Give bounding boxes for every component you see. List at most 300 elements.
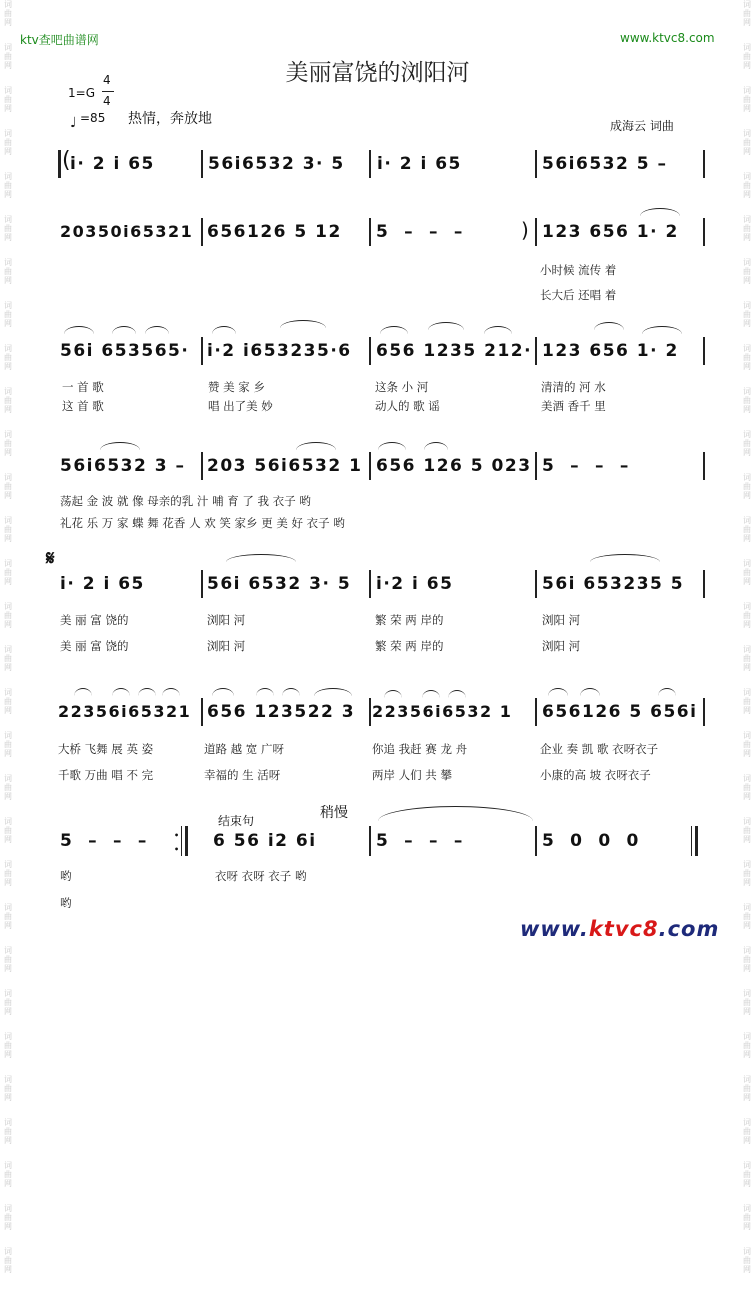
side-watermark-char: 词 [4,860,12,869]
barline [201,337,203,365]
side-watermark-char: 曲 [743,568,751,577]
side-watermark-char: 词 [743,43,751,52]
side-watermark-char: 网 [4,448,12,457]
side-watermark-char: 词 [743,473,751,482]
measure-5-1: i· 2 i 65 [60,574,145,594]
side-watermark-char: 网 [4,1050,12,1059]
side-watermark-char: 词 [4,0,12,9]
barline [369,826,371,856]
side-watermark-char: 词 [743,516,751,525]
side-watermark-char: 网 [4,405,12,414]
side-watermark-char: 网 [4,1007,12,1016]
measure-6-3: 22356i6532 1 [372,702,513,721]
measure-6-1: 22356i65321 [58,702,192,721]
side-watermark-char: 曲 [743,138,751,147]
slur-mark [112,326,136,334]
slur-mark [64,326,94,334]
measure-4-2: 203 56i6532 1 [207,456,363,476]
lyric-line-2: 美酒 香千 里 [541,399,606,413]
measure-2-2: 656126 5 12 [207,222,342,242]
side-watermark-char: 网 [4,1265,12,1274]
composer-credit: 成海云 词曲 [610,119,674,133]
slur-mark [380,326,408,334]
side-watermark-char: 网 [4,319,12,328]
lyric-line-1: 小时候 流传 着 [540,263,617,277]
slur-mark [384,690,402,698]
side-watermark-char: 词 [4,344,12,353]
lyric-line-2: 两岸 人们 共 攀 [372,768,452,782]
slur-mark [74,688,92,696]
slur-mark [282,688,300,696]
side-watermark-char: 词 [4,387,12,396]
lyric-line-1: 哟 [60,869,72,883]
side-watermark-char: 网 [743,878,751,887]
side-watermark-char: 词 [4,688,12,697]
side-watermark-char: 词 [743,258,751,267]
barline [703,570,705,598]
lyric-line-2: 长大后 还唱 着 [540,288,617,302]
side-watermark-char: 网 [743,190,751,199]
side-watermark-char: 词 [4,602,12,611]
slur-mark [112,688,130,696]
side-watermark-char: 曲 [4,9,12,18]
side-watermark-char: 网 [743,1093,751,1102]
side-watermark-char: 曲 [4,267,12,276]
side-watermark-char: 词 [4,645,12,654]
side-watermark-char: 曲 [4,310,12,319]
measure-7-2: 6 56 i2 6i [213,831,317,851]
lyric-line-1: 美 丽 富 饶的 [60,613,129,627]
side-watermark-char: 词 [743,172,751,181]
barline [201,218,203,246]
repeat-bracket-close-icon: ) [521,218,529,242]
barline [535,826,537,856]
repeat-bracket-icon: ( [62,148,71,173]
side-watermark-char: 词 [743,1032,751,1041]
lyric-line-2: 唱 出了美 妙 [208,399,273,413]
side-watermark-char: 曲 [4,783,12,792]
segno-icon: 𝄋 [46,546,55,570]
measure-5-3: i·2 i 65 [376,574,454,594]
side-watermark-char: 曲 [743,1127,751,1136]
side-watermark-char: 词 [743,731,751,740]
side-watermark-char: 词 [743,301,751,310]
side-watermark-char: 曲 [4,1041,12,1050]
slur-mark [280,320,326,328]
side-watermark-char: 词 [4,731,12,740]
side-watermark-char: 网 [4,1222,12,1231]
side-watermark-char: 词 [743,344,751,353]
side-watermark-char: 网 [743,18,751,27]
side-watermark-char: 曲 [743,396,751,405]
slur-mark [378,442,406,450]
side-watermark-char: 曲 [743,353,751,362]
slur-mark [428,322,464,330]
barline [703,698,705,726]
lyric-line-2: 礼花 乐 万 家 蝶 舞 花香 人 欢 笑 家乡 更 美 好 衣子 哟 [60,516,345,530]
side-watermark-char: 曲 [4,654,12,663]
side-watermark-char: 网 [743,749,751,758]
side-watermark-char: 网 [743,61,751,70]
side-watermark-char: 曲 [743,1213,751,1222]
lyric-line-2: 美 丽 富 饶的 [60,639,129,653]
side-watermark-char: 网 [743,104,751,113]
time-signature-line [102,91,114,92]
side-watermark-char: 网 [743,233,751,242]
side-watermark-char: 词 [743,215,751,224]
repeat-dots-icon: • • [174,831,180,854]
side-watermark-char: 曲 [4,611,12,620]
side-watermark-char: 网 [4,663,12,672]
barline [369,337,371,365]
side-watermark-char: 词 [4,129,12,138]
barline [535,337,537,365]
barline [201,150,203,178]
measure-7-3: 5 – – – [376,831,464,851]
side-watermark-char: 曲 [743,52,751,61]
side-watermark-char: 网 [4,792,12,801]
side-watermark-char: 网 [743,405,751,414]
lyric-line-1: 繁 荣 两 岸的 [375,613,444,627]
side-watermark-char: 曲 [743,783,751,792]
barline [369,452,371,480]
side-watermark-char: 曲 [4,1170,12,1179]
measure-6-4: 656126 5 656i [542,702,698,722]
slur-mark [226,554,296,562]
side-watermark-char: 网 [4,61,12,70]
side-watermark-char: 曲 [743,310,751,319]
time-signature-numerator: 4 [103,73,111,87]
measure-5-4: 56i 653235 5 [542,574,685,594]
side-watermark-char: 网 [4,878,12,887]
barline [703,150,705,178]
side-watermark-char: 词 [743,430,751,439]
side-watermark-char: 曲 [4,826,12,835]
side-watermark-char: 曲 [4,439,12,448]
slur-mark [484,326,512,334]
side-watermark-char: 网 [743,1136,751,1145]
measure-1-3: i· 2 i 65 [377,154,462,174]
final-barline [691,826,692,856]
measure-1-1: i· 2 i 65 [70,154,155,174]
side-watermark-right [739,0,755,1274]
side-watermark-char: 词 [743,903,751,912]
slur-mark [162,688,180,696]
side-watermark-char: 词 [743,645,751,654]
side-watermark-char: 词 [743,1118,751,1127]
slur-mark [256,688,274,696]
side-watermark-char: 曲 [4,138,12,147]
measure-3-4: 123 656 1· 2 [542,341,679,361]
side-watermark-char: 网 [4,577,12,586]
side-watermark-char: 词 [743,602,751,611]
side-watermark-char: 网 [743,1007,751,1016]
side-watermark-char: 曲 [743,955,751,964]
side-watermark-char: 曲 [4,912,12,921]
side-watermark-char: 网 [743,663,751,672]
side-watermark-char: 网 [743,921,751,930]
song-title: 美丽富饶的浏阳河 [285,60,470,86]
side-watermark-char: 曲 [743,1084,751,1093]
slur-mark [640,208,680,216]
side-watermark-char: 曲 [743,525,751,534]
lyric-line-1: 一 首 歌 [62,380,104,394]
side-watermark-char: 词 [4,1247,12,1256]
ending-label: 结束句 [218,814,255,828]
side-watermark-char: 网 [743,620,751,629]
side-watermark-char: 网 [4,749,12,758]
lyric-line-2: 幸福的 生 活呀 [204,768,281,782]
measure-7-4: 5 0 0 0 [542,831,640,851]
side-watermark-char: 曲 [4,697,12,706]
lyric-line-1: 企业 奏 凯 歌 衣呀衣子 [540,742,659,756]
side-watermark-char: 网 [743,147,751,156]
tempo-value: =85 [80,111,106,125]
measure-2-1: 20350i65321 [60,222,194,241]
side-watermark-char: 词 [743,0,751,9]
measure-4-3: 656 126 5 023 [376,456,532,476]
barline [703,337,705,365]
lyric-line-1: 浏阳 河 [542,613,581,627]
side-watermark-char: 词 [4,43,12,52]
side-watermark-char: 词 [743,129,751,138]
barline [201,698,203,726]
slur-mark [100,442,140,450]
side-watermark-char: 曲 [4,1127,12,1136]
side-watermark-char: 网 [4,18,12,27]
lyric-line-2: 千歌 万曲 唱 不 完 [58,768,154,782]
side-watermark-char: 曲 [4,95,12,104]
side-watermark-left [0,0,16,1274]
mood-marking: 热情，奔放地 [128,111,212,127]
side-watermark-char: 曲 [743,912,751,921]
side-watermark-char: 词 [4,559,12,568]
side-watermark-char: 曲 [743,1041,751,1050]
side-watermark-char: 曲 [743,9,751,18]
key-signature: 1=G [68,86,95,100]
barline [535,150,537,178]
lyric-line-2: 哟 [60,896,72,910]
side-watermark-char: 曲 [4,740,12,749]
barline [369,570,371,598]
side-watermark-char: 网 [743,1222,751,1231]
side-watermark-char: 曲 [743,224,751,233]
barline [535,452,537,480]
measure-4-1: 56i6532 3 – [60,456,186,476]
side-watermark-char: 词 [4,516,12,525]
side-watermark-char: 曲 [4,482,12,491]
side-watermark-char: 网 [743,1265,751,1274]
side-watermark-char: 曲 [4,181,12,190]
side-watermark-char: 网 [4,620,12,629]
measure-6-2: 656 123522 3 [207,702,356,722]
lyric-line-2: 浏阳 河 [542,639,581,653]
lyric-line-1: 衣呀 衣呀 衣子 哟 [215,869,307,883]
lyric-line-1: 道路 越 宽 广呀 [204,742,284,756]
measure-3-3: 656 1235 212· [376,341,533,361]
side-watermark-char: 词 [743,1247,751,1256]
side-watermark-char: 词 [743,387,751,396]
side-watermark-char: 网 [4,276,12,285]
side-watermark-char: 曲 [743,697,751,706]
side-watermark-char: 网 [743,835,751,844]
side-watermark-char: 词 [4,1204,12,1213]
side-watermark-char: 曲 [4,998,12,1007]
lyric-line-2: 动人的 歌 谣 [375,399,440,413]
measure-1-4: 56i6532 5 – [542,154,668,174]
side-watermark-char: 曲 [4,396,12,405]
measure-3-1: 56i 653565· [60,341,190,361]
slur-mark [424,442,448,450]
side-watermark-char: 网 [743,792,751,801]
side-watermark-char: 网 [743,448,751,457]
measure-2-3: 5 – – – [376,222,464,242]
site-name-left[interactable]: ktv查吧曲谱网 [20,33,99,47]
site-url-right[interactable]: www.ktvc8.com [620,31,715,45]
site-watermark: www.ktvc8.com [520,917,720,941]
side-watermark-char: 曲 [4,353,12,362]
side-watermark-char: 曲 [743,869,751,878]
side-watermark-char: 曲 [743,439,751,448]
side-watermark-char: 网 [4,534,12,543]
side-watermark-char: 曲 [743,740,751,749]
slur-mark [145,326,169,334]
barline [201,452,203,480]
lyric-line-2: 小康的高 坡 衣呀衣子 [540,768,651,782]
side-watermark-char: 词 [743,817,751,826]
side-watermark-char: 词 [743,688,751,697]
side-watermark-char: 词 [743,774,751,783]
side-watermark-char: 曲 [4,869,12,878]
side-watermark-char: 曲 [4,224,12,233]
lyric-line-2: 繁 荣 两 岸的 [375,639,444,653]
side-watermark-char: 词 [743,559,751,568]
barline [703,452,705,480]
measure-5-2: 56i 6532 3· 5 [207,574,352,594]
side-watermark-char: 词 [4,774,12,783]
barline [703,218,705,246]
measure-7-1: 5 – – – [60,831,148,851]
side-watermark-char: 词 [4,946,12,955]
side-watermark-char: 网 [743,319,751,328]
side-watermark-char: 网 [743,1179,751,1188]
slur-mark [548,688,568,696]
side-watermark-char: 网 [4,835,12,844]
side-watermark-char: 网 [4,1093,12,1102]
lyric-line-1: 大桥 飞舞 展 英 姿 [58,742,154,756]
side-watermark-char: 词 [743,1161,751,1170]
side-watermark-char: 网 [4,921,12,930]
measure-3-2: i·2 i653235·6 [207,341,352,361]
side-watermark-char: 词 [4,301,12,310]
side-watermark-char: 曲 [743,998,751,1007]
barline [201,570,203,598]
side-watermark-char: 曲 [4,568,12,577]
side-watermark-char: 网 [743,706,751,715]
side-watermark-char: 词 [4,1161,12,1170]
side-watermark-char: 词 [743,860,751,869]
repeat-end-barline [181,826,182,856]
side-watermark-char: 网 [743,491,751,500]
side-watermark-char: 词 [4,172,12,181]
side-watermark-char: 词 [4,989,12,998]
side-watermark-char: 词 [743,86,751,95]
side-watermark-char: 曲 [743,181,751,190]
side-watermark-char: 词 [4,817,12,826]
time-signature-denominator: 4 [103,94,111,108]
lyric-line-1: 赞 美 家 乡 [208,380,265,394]
side-watermark-char: 曲 [743,826,751,835]
slur-mark [422,690,440,698]
side-watermark-char: 曲 [743,482,751,491]
slur-mark [594,322,624,330]
side-watermark-char: 网 [4,233,12,242]
side-watermark-char: 曲 [4,1084,12,1093]
side-watermark-char: 曲 [743,1170,751,1179]
slur-mark [212,688,234,696]
side-watermark-char: 曲 [743,95,751,104]
side-watermark-char: 词 [4,473,12,482]
side-watermark-char: 词 [4,1075,12,1084]
side-watermark-char: 词 [4,430,12,439]
repeat-start-barline [58,150,61,178]
side-watermark-char: 词 [4,1032,12,1041]
slur-mark [212,326,236,334]
side-watermark-char: 网 [743,534,751,543]
lyric-line-2: 浏阳 河 [207,639,246,653]
side-watermark-char: 词 [4,1118,12,1127]
barline [535,698,537,726]
side-watermark-char: 词 [743,946,751,955]
side-watermark-char: 曲 [743,611,751,620]
side-watermark-char: 词 [4,903,12,912]
slur-mark [296,442,336,450]
side-watermark-char: 网 [4,190,12,199]
side-watermark-char: 网 [4,706,12,715]
slur-mark [138,688,156,696]
measure-4-4: 5 – – – [542,456,630,476]
barline [369,218,371,246]
side-watermark-char: 网 [4,147,12,156]
measure-2-4: 123 656 1· 2 [542,222,679,242]
side-watermark-char: 词 [743,1075,751,1084]
barline [369,150,371,178]
quarter-note-icon: ♩ [70,115,77,131]
lyric-line-1: 你追 我赶 赛 龙 舟 [372,742,468,756]
side-watermark-char: 网 [4,362,12,371]
side-watermark-char: 网 [4,104,12,113]
side-watermark-char: 词 [4,215,12,224]
side-watermark-char: 词 [4,86,12,95]
measure-1-2: 56i6532 3· 5 [208,154,345,174]
side-watermark-char: 曲 [4,1256,12,1265]
lyric-line-1: 荡起 金 波 就 像 母亲的乳 汁 哺 育 了 我 衣子 哟 [60,494,311,508]
side-watermark-char: 网 [4,964,12,973]
side-watermark-char: 网 [743,362,751,371]
side-watermark-char: 曲 [743,654,751,663]
side-watermark-char: 词 [743,1204,751,1213]
lyric-line-1: 这条 小 河 [375,380,429,394]
barline [369,698,371,726]
lyric-line-1: 浏阳 河 [207,613,246,627]
side-watermark-char: 网 [743,964,751,973]
side-watermark-char: 网 [743,577,751,586]
slur-mark [448,690,466,698]
side-watermark-char: 曲 [743,267,751,276]
lyric-line-1: 清清的 河 水 [541,380,606,394]
slur-mark [658,688,676,696]
side-watermark-char: 曲 [4,955,12,964]
